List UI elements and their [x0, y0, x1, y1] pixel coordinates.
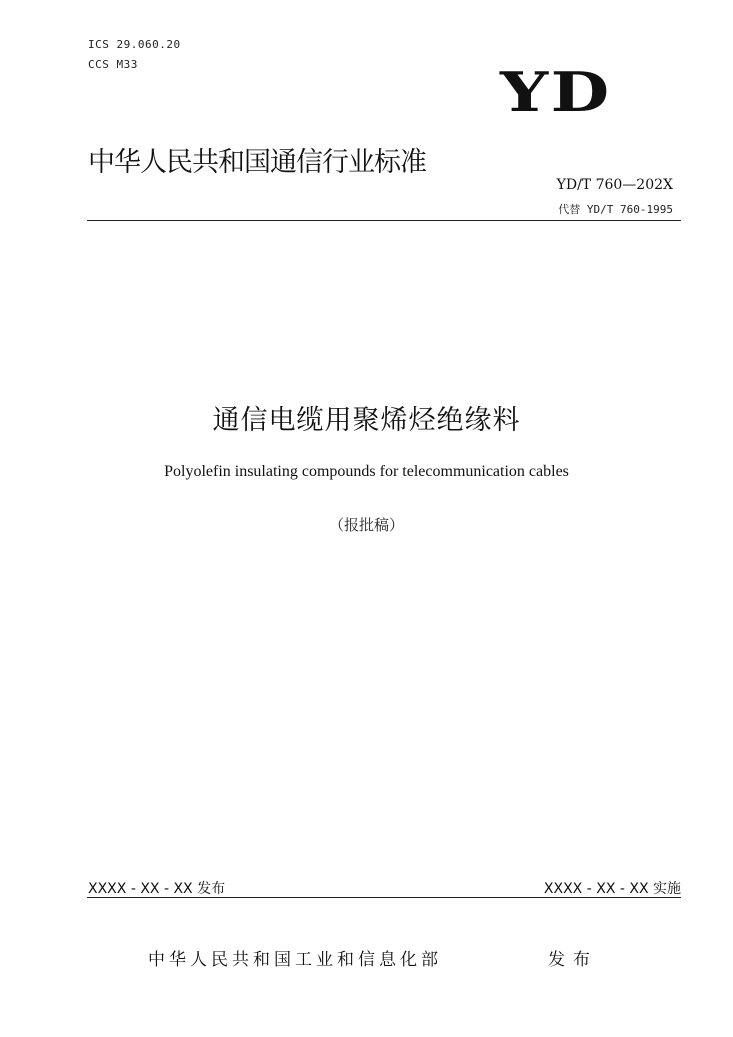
draft-status: （报批稿） — [328, 516, 404, 534]
replaces-standard: 代替 YD/T 760-1995 — [558, 203, 673, 216]
issue-label: 发布 — [548, 950, 598, 970]
industry-standard-title: 中华人民共和国通信行业标准 — [88, 147, 426, 178]
publish-date: XXXX - XX - XX 发布 — [88, 881, 226, 897]
yd-logo: YD — [500, 60, 612, 124]
document-title-english: Polyolefin insulating compounds for telecommunication cables — [164, 463, 569, 480]
document-title-chinese: 通信电缆用聚烯烃绝缘料 — [212, 405, 521, 436]
ics-code: ICS 29.060.20 — [88, 38, 181, 51]
implement-date: XXXX - XX - XX 实施 — [543, 881, 681, 897]
footer-divider — [87, 897, 681, 898]
standard-number: YD/T 760—202X — [556, 177, 673, 193]
ccs-code: CCS M33 — [88, 58, 138, 71]
issuing-authority: 中华人民共和国工业和信息化部 — [148, 950, 442, 970]
header-divider — [87, 220, 681, 221]
